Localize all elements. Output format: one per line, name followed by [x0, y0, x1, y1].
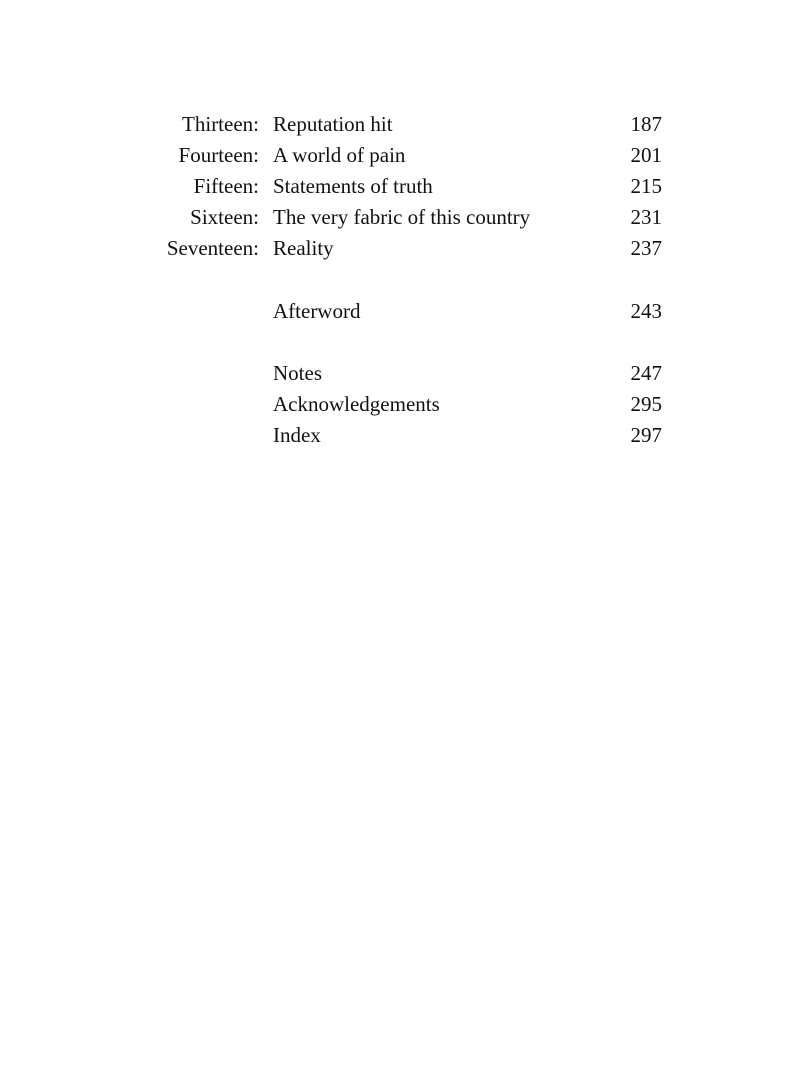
page-number: 247: [630, 361, 662, 385]
toc-entry-fourteen[interactable]: [0, 140, 800, 171]
chapter-number: Seventeen:: [166, 236, 259, 260]
toc-spacer: [0, 327, 800, 359]
toc-entry-afterword[interactable]: [0, 296, 800, 327]
section-title: Acknowledgements: [273, 392, 440, 416]
chapter-title: Reality: [273, 236, 334, 260]
page-number: 231: [630, 205, 662, 229]
page-number: 237: [630, 236, 662, 260]
chapter-number: Sixteen:: [190, 205, 259, 229]
chapter-number: Thirteen:: [182, 112, 259, 136]
chapter-number: Fourteen:: [178, 143, 259, 167]
page-number: 297: [630, 423, 662, 447]
page-number: 295: [630, 392, 662, 416]
page-number: 201: [630, 143, 662, 167]
toc-entry-seventeen[interactable]: [0, 233, 800, 264]
chapter-title: The very fabric of this country: [273, 205, 531, 229]
chapter-title: Statements of truth: [273, 174, 433, 198]
toc-entry-index[interactable]: [0, 420, 800, 451]
page-number: 187: [630, 112, 662, 136]
chapter-title: A world of pain: [273, 143, 406, 167]
toc-entry-sixteen[interactable]: [0, 202, 800, 233]
page-number: 215: [630, 174, 662, 198]
section-title: Notes: [273, 361, 322, 385]
chapter-title: Reputation hit: [273, 112, 393, 136]
toc-spacer: [0, 264, 800, 296]
toc-entry-notes[interactable]: [0, 358, 800, 389]
section-title: Index: [273, 423, 321, 447]
chapter-number: Fifteen:: [193, 174, 259, 198]
toc-entry-fifteen[interactable]: [0, 171, 800, 202]
section-title: Afterword: [273, 298, 361, 323]
table-of-contents: [0, 109, 800, 451]
page-number: 243: [630, 298, 662, 323]
toc-entry-thirteen[interactable]: [0, 109, 800, 140]
toc-entry-acknowledgements[interactable]: [0, 389, 800, 420]
